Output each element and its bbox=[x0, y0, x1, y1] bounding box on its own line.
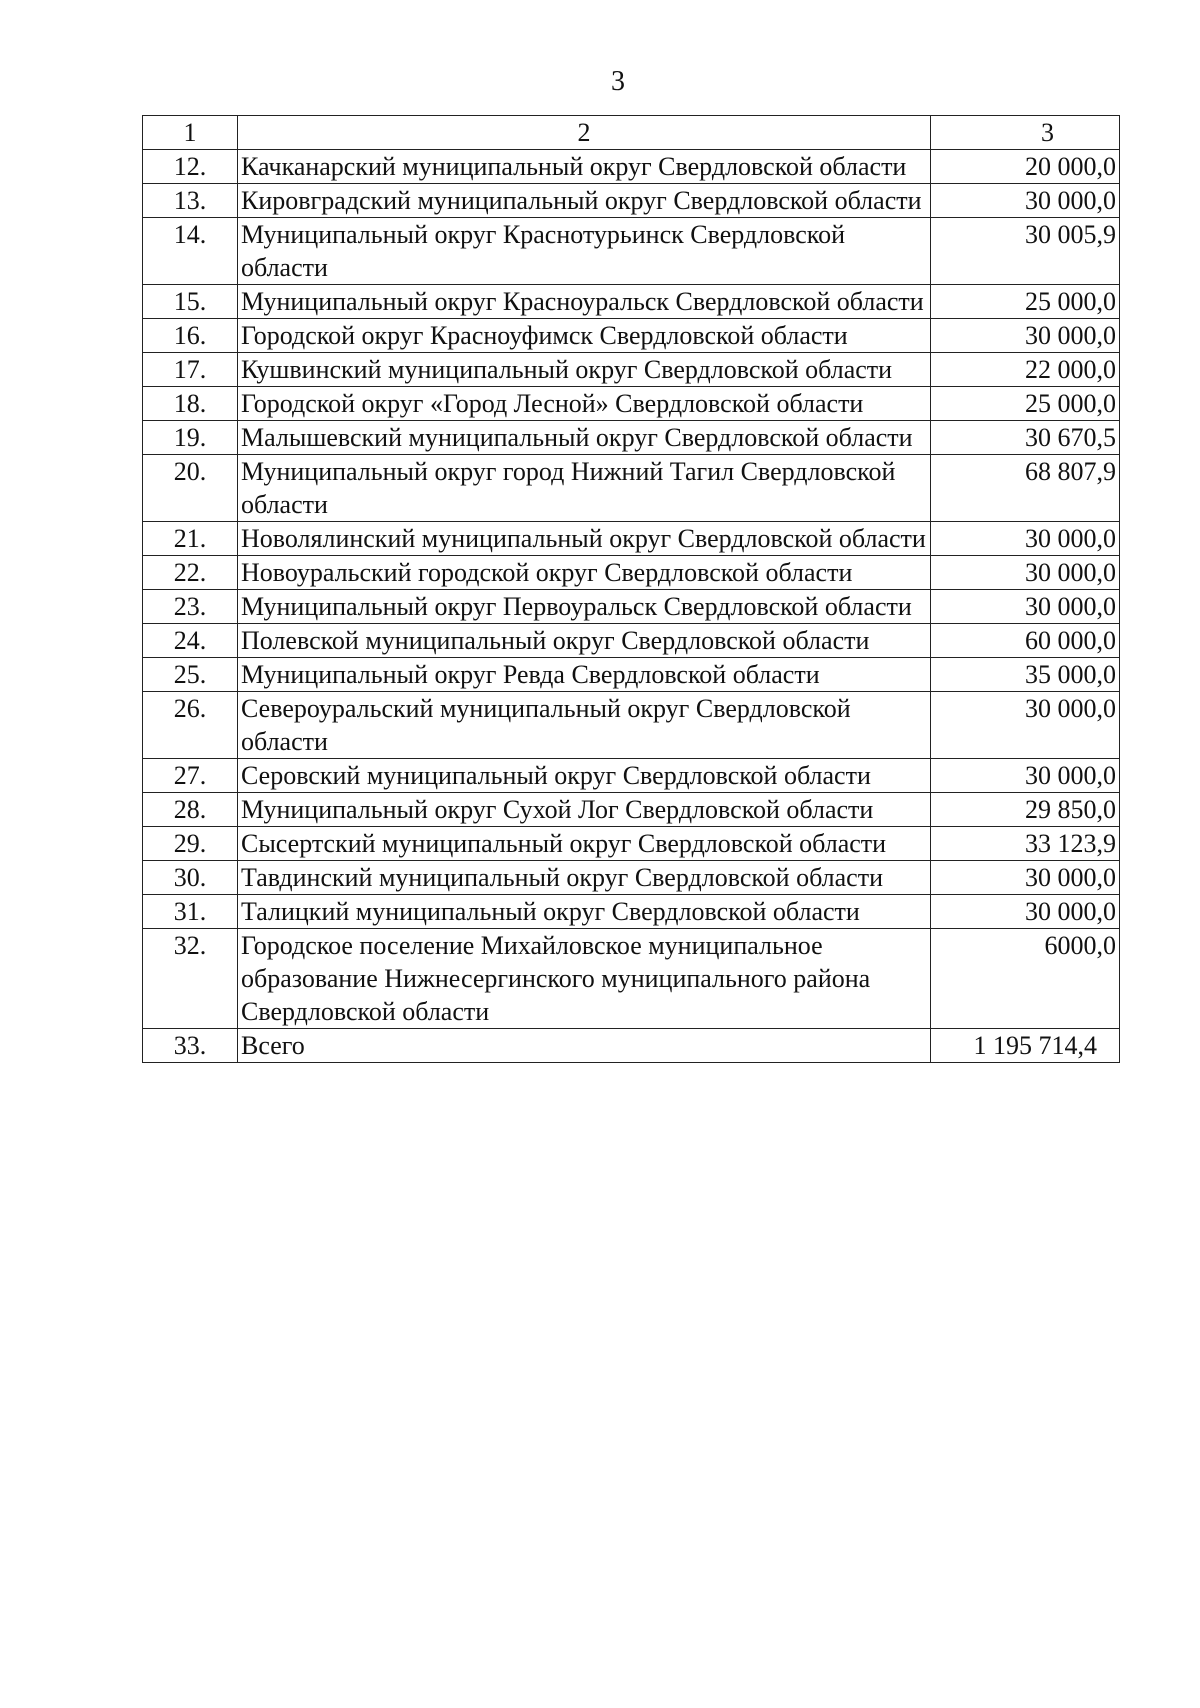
municipality-name-cell: Серовский муниципальный округ Свердловской области bbox=[238, 759, 931, 793]
amount-cell: 30 000,0 bbox=[931, 692, 1120, 759]
amount-cell: 60 000,0 bbox=[931, 624, 1120, 658]
amount-cell: 30 000,0 bbox=[931, 861, 1120, 895]
row-number-cell: 20. bbox=[143, 455, 238, 522]
municipality-name-cell: Новоуральский городской округ Свердловской области bbox=[238, 556, 931, 590]
row-number-cell: 12. bbox=[143, 150, 238, 184]
table-row bbox=[143, 759, 1120, 793]
row-number-cell: 33. bbox=[143, 1029, 238, 1063]
table-row bbox=[143, 929, 1120, 1029]
table-row bbox=[143, 692, 1120, 759]
row-number-cell: 19. bbox=[143, 421, 238, 455]
amount-cell: 25 000,0 bbox=[931, 285, 1120, 319]
municipality-name-cell: Городской округ Красноуфимск Свердловской области bbox=[238, 319, 931, 353]
municipality-name-cell: Муниципальный округ город Нижний Тагил Свердловской области bbox=[238, 455, 931, 522]
municipality-name-cell: Полевской муниципальный округ Свердловской области bbox=[238, 624, 931, 658]
amount-cell: 30 000,0 bbox=[931, 895, 1120, 929]
row-number-cell: 24. bbox=[143, 624, 238, 658]
amount-cell: 6000,0 bbox=[931, 929, 1120, 1029]
header-cell-2: 2 bbox=[238, 116, 931, 150]
amount-cell: 30 000,0 bbox=[931, 590, 1120, 624]
table-row bbox=[143, 624, 1120, 658]
amount-cell: 68 807,9 bbox=[931, 455, 1120, 522]
municipality-name-cell: Муниципальный округ Красноуральск Свердловской области bbox=[238, 285, 931, 319]
header-cell-1: 1 bbox=[143, 116, 238, 150]
row-number-cell: 16. bbox=[143, 319, 238, 353]
row-number-cell: 25. bbox=[143, 658, 238, 692]
row-number-cell: 28. bbox=[143, 793, 238, 827]
table-row bbox=[143, 861, 1120, 895]
amount-cell: 35 000,0 bbox=[931, 658, 1120, 692]
municipality-name-cell: Новолялинский муниципальный округ Свердловской области bbox=[238, 522, 931, 556]
table-row bbox=[143, 522, 1120, 556]
municipality-name-cell: Городской округ «Город Лесной» Свердловской области bbox=[238, 387, 931, 421]
table-row bbox=[143, 590, 1120, 624]
municipality-name-cell: Городское поселение Михайловское муниципальное образование Нижнесергинского муниципального района Свердловской области bbox=[238, 929, 931, 1029]
municipality-name-cell: Всего bbox=[238, 1029, 931, 1063]
row-number-cell: 21. bbox=[143, 522, 238, 556]
row-number-cell: 30. bbox=[143, 861, 238, 895]
amount-cell: 30 670,5 bbox=[931, 421, 1120, 455]
row-number-cell: 17. bbox=[143, 353, 238, 387]
table-row bbox=[143, 895, 1120, 929]
municipality-name-cell: Талицкий муниципальный округ Свердловской области bbox=[238, 895, 931, 929]
row-number-cell: 32. bbox=[143, 929, 238, 1029]
amount-cell: 20 000,0 bbox=[931, 150, 1120, 184]
amount-cell: 30 000,0 bbox=[931, 319, 1120, 353]
table-row bbox=[143, 827, 1120, 861]
row-number-cell: 31. bbox=[143, 895, 238, 929]
amount-cell: 1 195 714,4 bbox=[931, 1029, 1120, 1063]
allocation-table bbox=[142, 115, 1120, 1063]
municipality-name-cell: Кушвинский муниципальный округ Свердловской области bbox=[238, 353, 931, 387]
row-number-cell: 18. bbox=[143, 387, 238, 421]
row-number-cell: 29. bbox=[143, 827, 238, 861]
municipality-name-cell: Североуральский муниципальный округ Свердловской области bbox=[238, 692, 931, 759]
table-row bbox=[143, 285, 1120, 319]
amount-cell: 33 123,9 bbox=[931, 827, 1120, 861]
amount-cell: 30 000,0 bbox=[931, 522, 1120, 556]
row-number-cell: 22. bbox=[143, 556, 238, 590]
table-row bbox=[143, 184, 1120, 218]
header-cell-3: 3 bbox=[931, 116, 1120, 150]
amount-cell: 30 005,9 bbox=[931, 218, 1120, 285]
row-number-cell: 14. bbox=[143, 218, 238, 285]
row-number-cell: 27. bbox=[143, 759, 238, 793]
municipality-name-cell: Малышевский муниципальный округ Свердловской области bbox=[238, 421, 931, 455]
table-total-row bbox=[143, 1029, 1120, 1063]
municipality-name-cell: Муниципальный округ Первоуральск Свердловской области bbox=[238, 590, 931, 624]
amount-cell: 22 000,0 bbox=[931, 353, 1120, 387]
municipality-name-cell: Сысертский муниципальный округ Свердловской области bbox=[238, 827, 931, 861]
page-number: 3 bbox=[611, 66, 625, 97]
municipality-name-cell: Муниципальный округ Краснотурьинск Свердловской области bbox=[238, 218, 931, 285]
amount-cell: 30 000,0 bbox=[931, 184, 1120, 218]
amount-cell: 29 850,0 bbox=[931, 793, 1120, 827]
row-number-cell: 26. bbox=[143, 692, 238, 759]
row-number-cell: 23. bbox=[143, 590, 238, 624]
municipality-name-cell: Тавдинский муниципальный округ Свердловской области bbox=[238, 861, 931, 895]
amount-cell: 30 000,0 bbox=[931, 556, 1120, 590]
table-row bbox=[143, 556, 1120, 590]
row-number-cell: 15. bbox=[143, 285, 238, 319]
table-row bbox=[143, 455, 1120, 522]
municipality-name-cell: Муниципальный округ Сухой Лог Свердловской области bbox=[238, 793, 931, 827]
table-row bbox=[143, 421, 1120, 455]
table-header-row bbox=[143, 116, 1120, 150]
table-row bbox=[143, 150, 1120, 184]
table-row bbox=[143, 319, 1120, 353]
table-row bbox=[143, 218, 1120, 285]
amount-cell: 25 000,0 bbox=[931, 387, 1120, 421]
table-row bbox=[143, 387, 1120, 421]
table-row bbox=[143, 353, 1120, 387]
municipality-name-cell: Качканарский муниципальный округ Свердловской области bbox=[238, 150, 931, 184]
amount-cell: 30 000,0 bbox=[931, 759, 1120, 793]
row-number-cell: 13. bbox=[143, 184, 238, 218]
municipality-name-cell: Муниципальный округ Ревда Свердловской области bbox=[238, 658, 931, 692]
table-row bbox=[143, 658, 1120, 692]
table-row bbox=[143, 793, 1120, 827]
municipality-name-cell: Кировградский муниципальный округ Свердловской области bbox=[238, 184, 931, 218]
